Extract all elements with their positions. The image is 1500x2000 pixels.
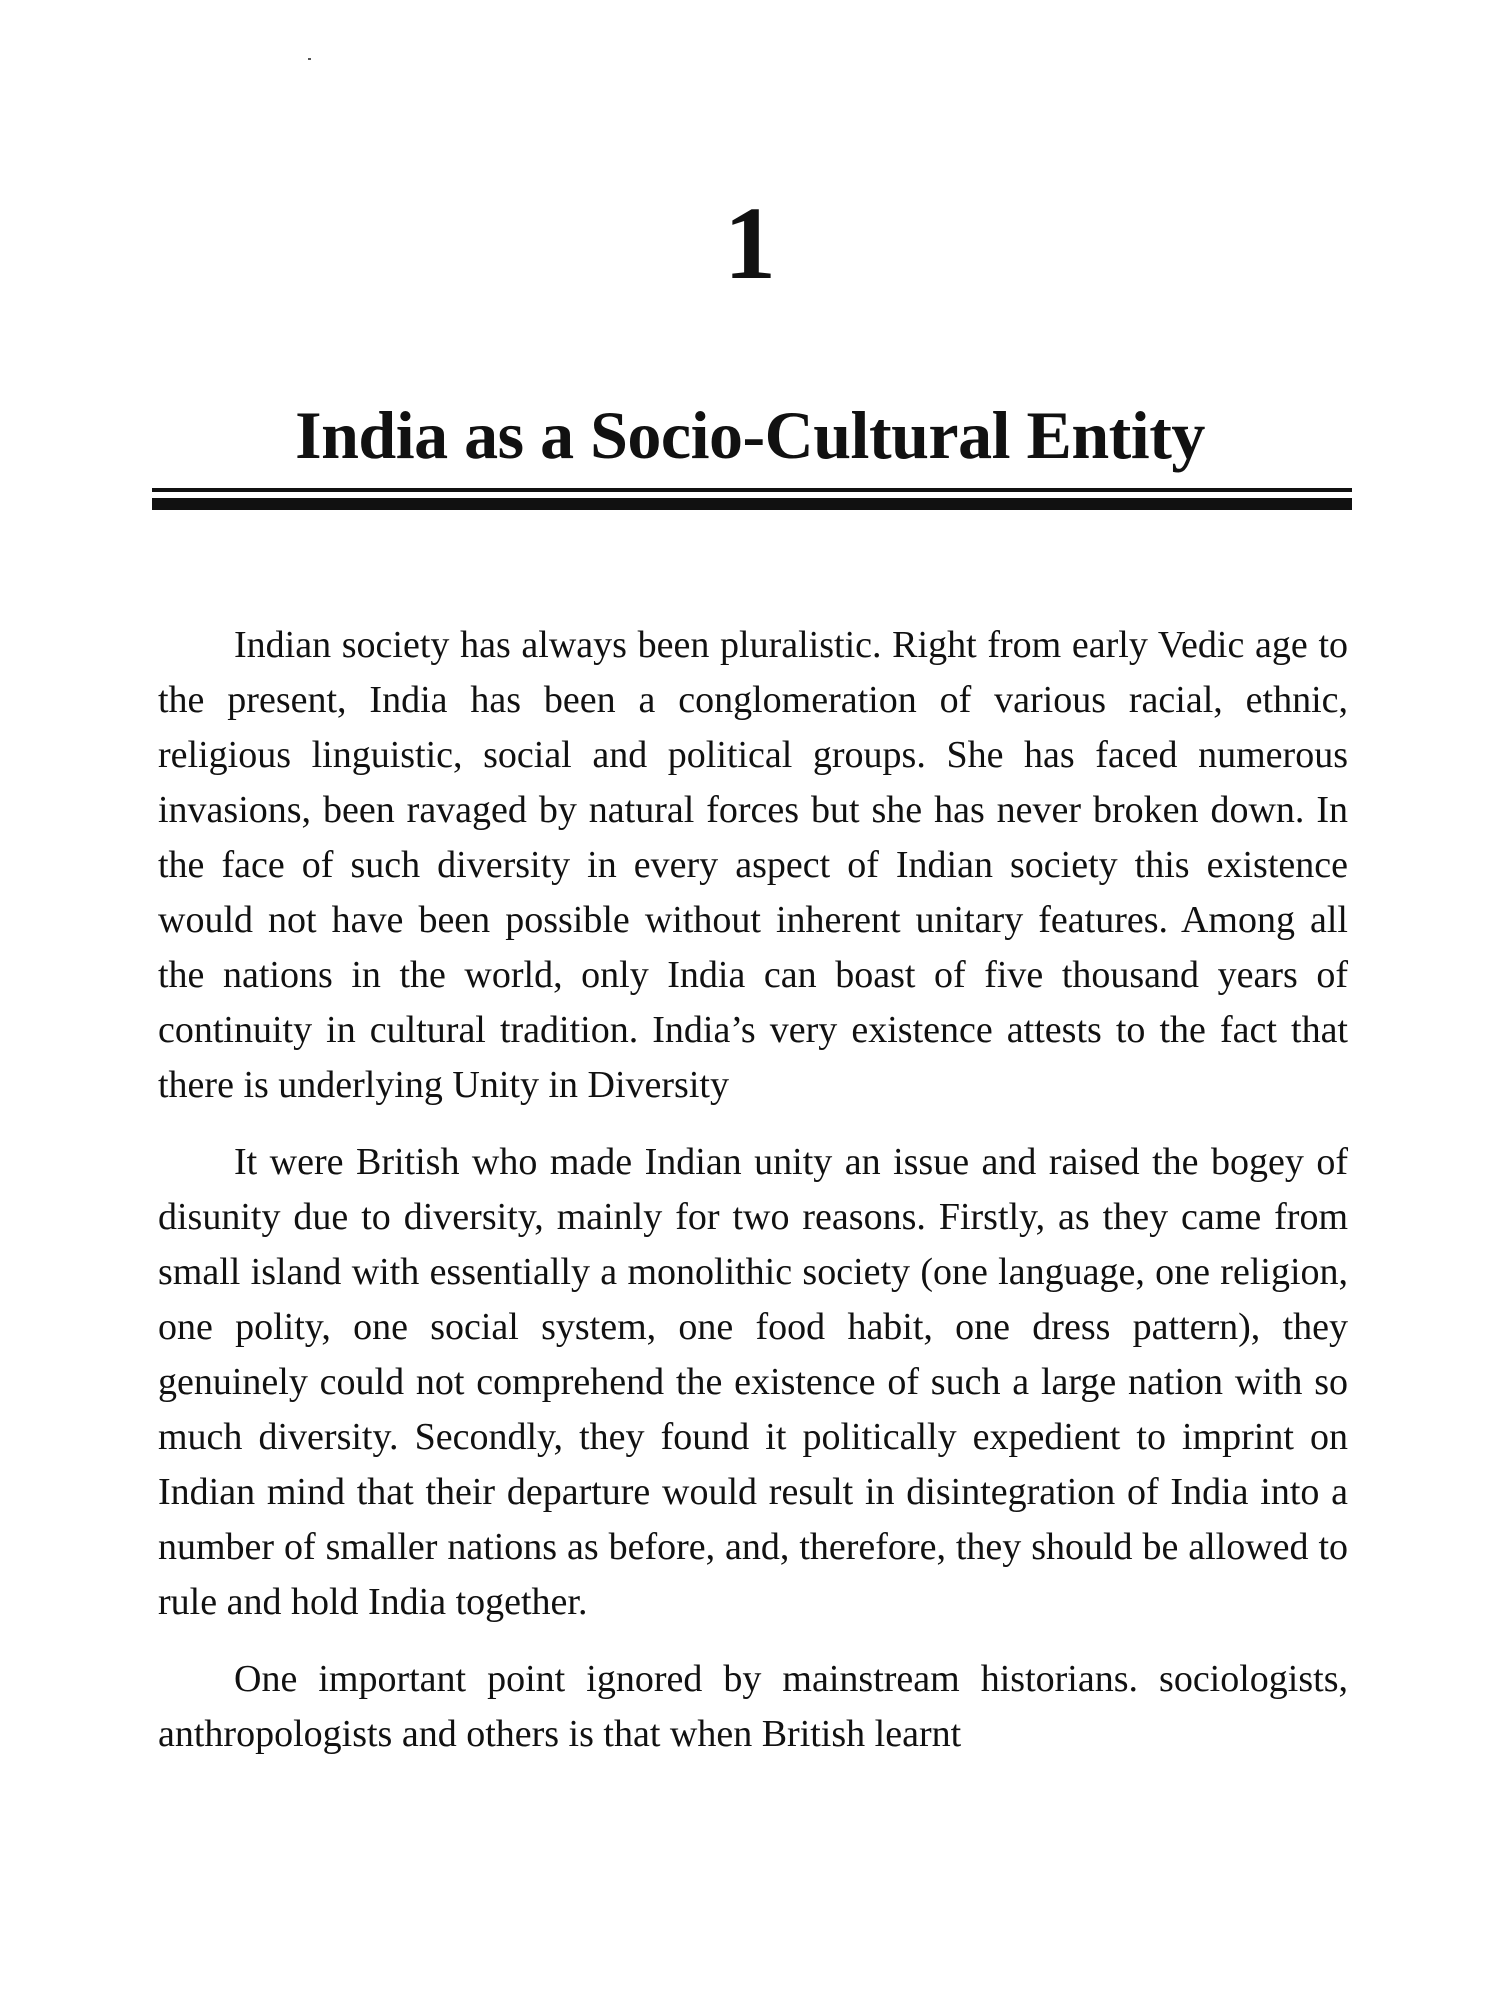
paragraph: It were British who made Indian unity an issue and raised the bogey of disunity due to diversity, mainly for two reasons. Firstly, as they came from small island with essentially a monolithic society (one language, one religion, one polity, one social system, one food habit, one dress pattern), they genuinely could not comprehend the existence of such a large nation with so much diversity. Secondly, they found it politically expedient to imprint on Indian mind that their departure would result in disintegration of India into a number of smaller nations as before, and, therefore, they should be allowed to rule and hold India together. — [158, 1141, 1348, 1623]
paragraph: Indian society has always been pluralistic. Right from early Vedic age to the present, India has been a conglomeration of various racial, ethnic, religious linguistic, social and political groups. She has faced numerous invasions, been ravaged by natural forces but she has never broken down. In the face of such diversity in every aspect of Indian society this existence would not have been possible without inherent unitary features. Among all the nations in the world, only India can boast of five thousand years of continuity in cultural tradition. India’s very existence attests to the fact that there is underlying Unity in Diversity — [158, 624, 1348, 1106]
paragraph: One important point ignored by mainstream historians. sociologists, anthropologists and others is that when British learnt — [158, 1658, 1348, 1755]
title-rule-thick — [152, 498, 1352, 510]
chapter-number: 1 — [724, 186, 776, 301]
chapter-body — [158, 618, 1348, 1784]
print-speck — [308, 58, 311, 60]
title-rule-thin — [152, 488, 1352, 492]
chapter-title: India as a Socio-Cultural Entity — [295, 397, 1205, 473]
